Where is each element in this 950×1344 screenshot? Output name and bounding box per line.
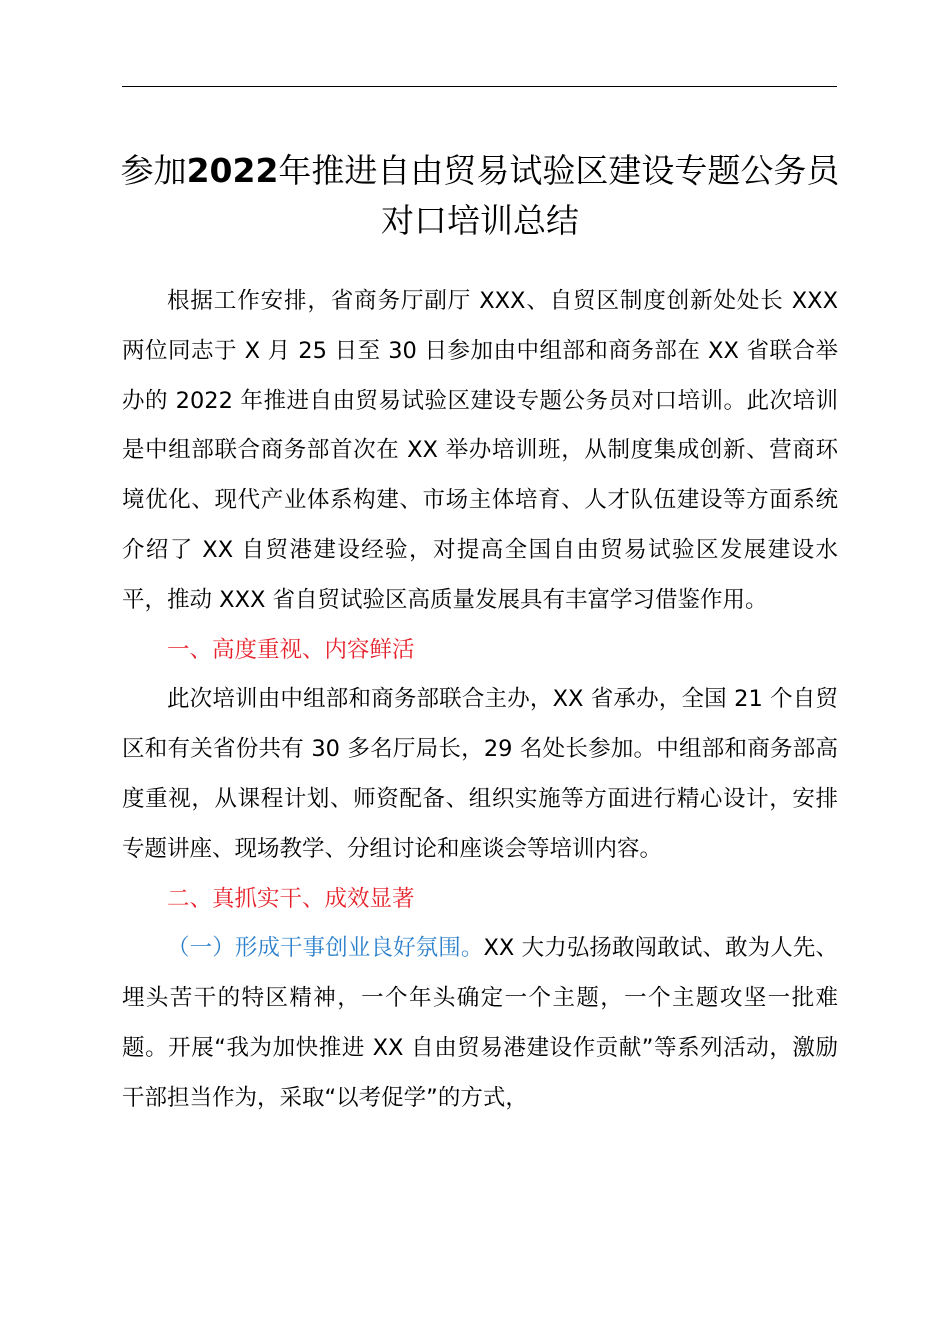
header-rule — [122, 86, 837, 87]
section-heading-1: 一、高度重视、内容鲜活 — [167, 636, 415, 663]
title-year: 2022 — [186, 151, 279, 190]
title-suffix: 年推进自由贸易试验区建设专题公务员对口培训总结 — [278, 151, 840, 240]
paragraph-section-2-text: XX 大力弘扬敢闯敢试、敢为人先、埋头苦干的特区精神，一个年头确定一个主题，一个主题攻坚一批难题。开展“我为加快推进 XX 自由贸易港建设作贡献”等系列活动，激励干部担当作为，采取“以考促学”的方式， — [122, 935, 838, 1111]
paragraph-section-2 — [122, 924, 838, 1123]
document-body — [122, 277, 838, 1124]
subheading-1: （一）形成干事创业良好氛围。 — [167, 935, 484, 962]
title-prefix: 参加 — [120, 151, 187, 190]
paragraph-intro: 根据工作安排，省商务厅副厅 XXX、自贸区制度创新处处长 XXX 两位同志于 X 月 25 日至 30 日参加由中组部和商务部在 XX 省联合举办的 2022 年推进自由贸易试验区建设专题公务员对口培训。此次培训是中组部联合商务部首次在 XX 举办培训班，从制度集成创新、营商环境优化、现代产业体系构建、市场主体培育、人才队伍建设等方面系统介绍了 XX 自贸港建设经验，对提高全国自由贸易试验区发展建设水平，推动 XXX 省自贸试验区高质量发展具有丰富学习借鉴作用。 — [122, 288, 838, 613]
section-heading-2: 二、真抓实干、成效显著 — [167, 885, 415, 912]
paragraph-section-1: 此次培训由中组部和商务部联合主办，XX 省承办，全国 21 个自贸区和有关省份共有 30 多名厅局长，29 名处长参加。中组部和商务部高度重视，从课程计划、师资配备、组织实施等方面进行精心设计，安排专题讲座、现场教学、分组讨论和座谈会等培训内容。 — [122, 686, 838, 862]
document-title — [110, 146, 850, 246]
